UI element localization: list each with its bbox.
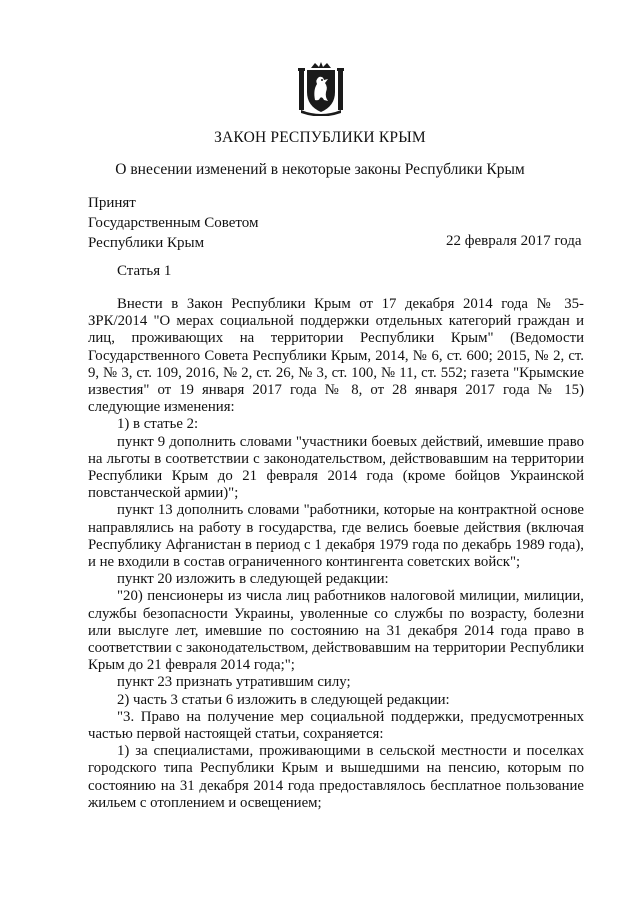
paragraph: 1) за специалистами, проживающими в сельской местности и поселках городского типа Республики Крым и вышедшими на пенсию, которым по состоянию на 31 декабря 2014 года предоставлялось бесплатное пользование жильем с отоплением и освещением;: [88, 743, 584, 811]
article-body: [88, 296, 584, 812]
adoption-date: 22 февраля 2017 года: [446, 233, 582, 249]
paragraph: "3. Право на получение мер социальной поддержки, предусмотренных частью первой настоящей статьи, сохраняется:: [88, 708, 584, 743]
paragraph: Внести в Закон Республики Крым от 17 декабря 2014 года № 35-ЗРК/2014 "О мерах социальной поддержки отдельных категорий граждан и лиц, проживающих на территории Республики Крым" (Ведомости Государственного Совета Республики Крым, 2014, № 6, ст. 600; 2015, № 2, ст. 9, № 3, ст. 109, 2016, № 2, ст. 26, № 3, ст. 100, № 11, ст. 552; газета "Крымские известия" от 19 января 2017 года № 8, от 28 января 2017 года № 15) следующие изменения:: [88, 296, 584, 416]
paragraph: 1) в статье 2:: [117, 416, 199, 433]
adoption-line: Республики Крым: [88, 235, 205, 251]
paragraph: 2) часть 3 статьи 6 изложить в следующей редакции:: [117, 691, 450, 708]
adoption-line: Государственным Советом: [88, 215, 259, 231]
paragraph: "20) пенсионеры из числа лиц работников налоговой милиции, милиции, службы безопасности Украины, уволенные со службы по возрасту, болезни или выслуге лет, имевшие по состоянию на 31 декабря 2014 года право в соответствии с законодательством, действовавшим на территории Республики Крым до 21 февраля 2014 года;";: [88, 588, 584, 674]
law-subtitle: О внесении изменений в некоторые законы Республики Крым: [115, 161, 525, 178]
paragraph: пункт 20 изложить в следующей редакции:: [117, 571, 389, 588]
adoption-block: [88, 193, 259, 253]
paragraph: пункт 9 дополнить словами "участники боевых действий, имевшие право на льготы в соответствии с законодательством, действовавшим на территории Республики Крым до 21 февраля 2014 года (кроме бойцов Украинской повстанческой армии)";: [88, 433, 584, 502]
paragraph: пункт 23 признать утратившим силу;: [117, 674, 351, 691]
crimea-coat-of-arms-icon: [297, 60, 345, 116]
adoption-line: Принят: [88, 195, 136, 211]
article-heading: Статья 1: [117, 263, 172, 279]
paragraph: пункт 13 дополнить словами "работники, которые на контрактной основе направлялись на работу в государства, где велись боевые действия (включая Республику Афганистан в период с 1 декабря 1979 года по декабрь 1989 года), и не входили в состав ограниченного контингента советских войск";: [88, 502, 584, 571]
law-title: ЗАКОН РЕСПУБЛИКИ КРЫМ: [214, 129, 426, 146]
